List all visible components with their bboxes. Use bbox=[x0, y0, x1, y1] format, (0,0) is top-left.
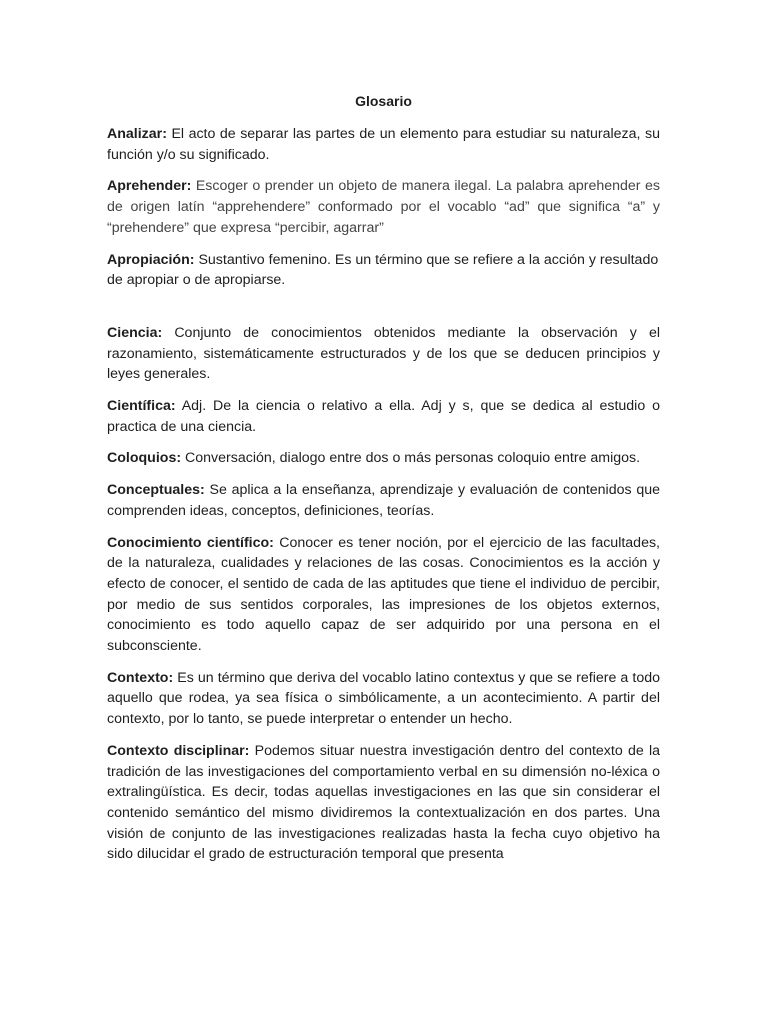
glossary-definition: El acto de separar las partes de un elemento para estudiar su naturaleza, su función y/o su significado. bbox=[107, 126, 660, 163]
glossary-entry-ciencia bbox=[107, 323, 660, 385]
glossary-entry-apropiacion bbox=[107, 250, 660, 291]
glossary-term: Contexto disciplinar: bbox=[107, 742, 250, 759]
glossary-definition: Conversación, dialogo entre dos o más personas coloquio entre amigos. bbox=[185, 450, 641, 467]
glossary-term: Contexto: bbox=[107, 669, 174, 686]
glossary-term: Apropiación: bbox=[107, 251, 195, 268]
glossary-term: Coloquios: bbox=[107, 450, 182, 467]
glossary-entry-contexto bbox=[107, 668, 660, 730]
glossary-term: Analizar: bbox=[107, 126, 167, 142]
glossary-term: Conocimiento científico: bbox=[107, 534, 274, 551]
glossary-term: Científica: bbox=[107, 398, 176, 415]
glossary-term: Ciencia: bbox=[107, 324, 163, 341]
glossary-entry-analizar bbox=[107, 124, 660, 165]
glossary-term: Conceptuales: bbox=[107, 482, 205, 499]
spacer bbox=[107, 302, 660, 323]
glossary-definition: Sustantivo femenino. Es un término que se refiere a la acción y resultado de apropiar o de apropiarse. bbox=[107, 251, 659, 289]
glossary-definition: Escoger o prender un objeto de manera ilegal. La palabra aprehender es de origen latín “apprehendere” conformado por el vocablo “ad” que significa “a” y “prehendere” que expresa “percibir, agarrar” bbox=[107, 178, 660, 236]
glossary-term: Aprehender: bbox=[107, 178, 192, 195]
glossary-entry-conceptuales bbox=[107, 480, 660, 521]
glossary-entry-coloquios bbox=[107, 448, 660, 469]
glossary-entry-contexto-disciplinar bbox=[107, 741, 660, 865]
glossary-definition: Es un término que deriva del vocablo latino contextus y que se refiere a todo aquello que rodea, ya sea física o simbólicamente, a un acontecimiento. A partir del contexto, por lo tanto, se puede interpretar o entender un hecho. bbox=[107, 669, 660, 728]
glossary-entry-aprehender bbox=[107, 176, 660, 238]
glossary-definition: Podemos situar nuestra investigación dentro del contexto de la tradición de las investigaciones del comportamiento verbal en su dimensión no-léxica o extralingüística. Es decir, todas aquellas investigaciones en las que sin considerar el contenido semántico del mismo dividiremos la contextualización en dos partes. Una visión de conjunto de las investigaciones realizadas hasta la fecha cuyo objetivo ha sido dilucidar el grado de estructuración temporal que presenta bbox=[107, 742, 660, 863]
glossary-entry-cientifica bbox=[107, 396, 660, 437]
glossary-definition: Se aplica a la enseñanza, aprendizaje y evaluación de contenidos que comprenden ideas, conceptos, definiciones, teorías. bbox=[107, 482, 660, 519]
glossary-entry-conocimiento-cientifico bbox=[107, 533, 660, 657]
glossary-definition: Conocer es tener noción, por el ejercicio de las facultades, de la naturaleza, cualidades y relaciones de las cosas. Conocimientos es la acción y efecto de conocer, el sentido de cada de las aptitudes que tiene el individuo de percibir, por medio de sus sentidos corporales, las impresiones de los objetos externos, conocimiento es todo aquello capaz de ser adquirido por una persona en el subconsciente. bbox=[107, 534, 660, 655]
glossary-definition: Adj. De la ciencia o relativo a ella. Adj y s, que se dedica al estudio o practica de una ciencia. bbox=[107, 398, 660, 435]
glossary-definition: Conjunto de conocimientos obtenidos mediante la observación y el razonamiento, sistemáticamente estructurados y de los que se deducen principios y leyes generales. bbox=[107, 324, 660, 383]
page-title: Glosario bbox=[355, 93, 412, 109]
